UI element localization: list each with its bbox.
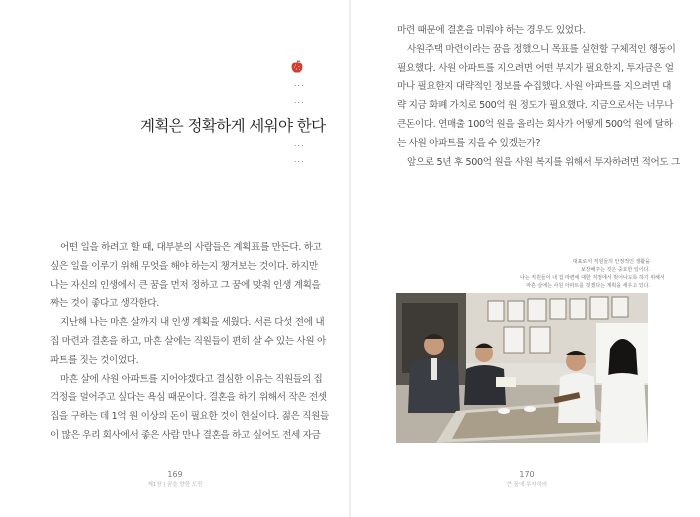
text-line: 나는 자신의 인생에서 큰 꿈을 먼저 정하고 그 꿈에 맞춰 인생 계획을	[50, 279, 321, 291]
text-line: 걱정을 덜어주고 싶다는 욕심 때문이다. 결혼을 하기 위해서 작은 전셋	[50, 392, 327, 404]
text-line: 집 마련과 결혼을 하고, 마흔 살에는 직원들이 편히 살 수 있는 사원 아	[50, 335, 326, 347]
left-body-text	[50, 239, 329, 446]
text-line: 앞으로 5년 후 500억 원을 사원 복지를 위해서 투자하려면 적어도 그	[407, 156, 680, 168]
office-meeting-photo	[396, 293, 648, 443]
text-line: 어떤 일을 하려고 할 때, 대부분의 사람들은 계획표를 만든다. 하고	[60, 242, 322, 253]
text-line: 이 많은 우리 회사에서 좋은 사람 만나 결혼을 하고 싶어도 전세 자금	[50, 429, 321, 441]
caption-line: 나는 직원들이 내 집 마련에 대한 걱정에서 벗어나도록 하기 위해서	[520, 275, 665, 281]
text-line: 략 지금 화폐 가치로 500억 원 정도가 필요했다. 지금으로서는 너무나	[397, 100, 674, 112]
apple-icon	[290, 60, 304, 74]
dot-ornament: ...	[294, 96, 305, 105]
running-title: 큰 꿈에 투자하라	[506, 482, 548, 488]
dot-ornament: ...	[294, 155, 305, 164]
text-line: 큰돈이다. 연매출 100억 원을 올리는 회사가 어떻게 500억 원에 달하	[397, 118, 673, 130]
text-line: 마나 필요한지 대략적인 정보를 수집했다. 사원 아파트를 지으려면 대	[397, 81, 671, 93]
text-line: 싶은 일을 이루기 위해 무엇을 해야 하는지 챙겨보는 것이다. 하지만	[50, 260, 318, 272]
photo-illustration	[396, 293, 648, 443]
text-line: 필요했다. 사원 아파트를 지으려면 어떤 부지가 필요한지, 투자금은 얼	[397, 62, 674, 74]
text-line: 마흔 살에 사원 아파트를 지어야겠다고 결심한 이유는 직원들의 집	[60, 373, 323, 385]
left-folio	[145, 470, 205, 488]
text-line: 지난해 나는 마흔 살까지 내 인생 계획을 세웠다. 서른 다섯 전에 내	[60, 317, 325, 329]
text-line: 는 사원 아파트를 지을 수 있겠는가?	[397, 137, 541, 149]
dot-ornament: ...	[294, 79, 305, 88]
caption-line: 대표로서 직원들의 안정적인 생활을	[572, 259, 650, 265]
chapter-title: 계획은 정확하게 세워야 한다	[140, 117, 326, 135]
page-number: 170	[519, 470, 535, 479]
text-line: 집을 구하는 데 1억 원 이상의 돈이 필요한 것이 현실이다. 젊은 직원들	[50, 411, 329, 423]
right-folio	[497, 470, 557, 488]
dot-ornament: ...	[294, 139, 305, 148]
text-line: 짜는 것이 좋다고 생각한다.	[50, 298, 159, 310]
caption-line: 보장해주는 것은 중요한 일이다.	[580, 267, 650, 273]
right-body-text	[397, 22, 680, 172]
caption-line: 마흔 살에는 사원 아파트를 짓겠다는 계획을 세우고 있다.	[526, 283, 650, 289]
text-line: 사원주택 마련이라는 꿈을 정했으니 목표를 실현할 구체적인 행동이	[407, 43, 676, 55]
photo-caption	[520, 258, 665, 290]
running-title: 제1장 | 꿈을 향한 도전	[147, 482, 203, 488]
text-line: 파트를 짓는 것이었다.	[50, 354, 139, 366]
text-line: 마련 때문에 결혼을 미뤄야 하는 경우도 있었다.	[397, 25, 586, 36]
page-number: 169	[167, 470, 183, 479]
